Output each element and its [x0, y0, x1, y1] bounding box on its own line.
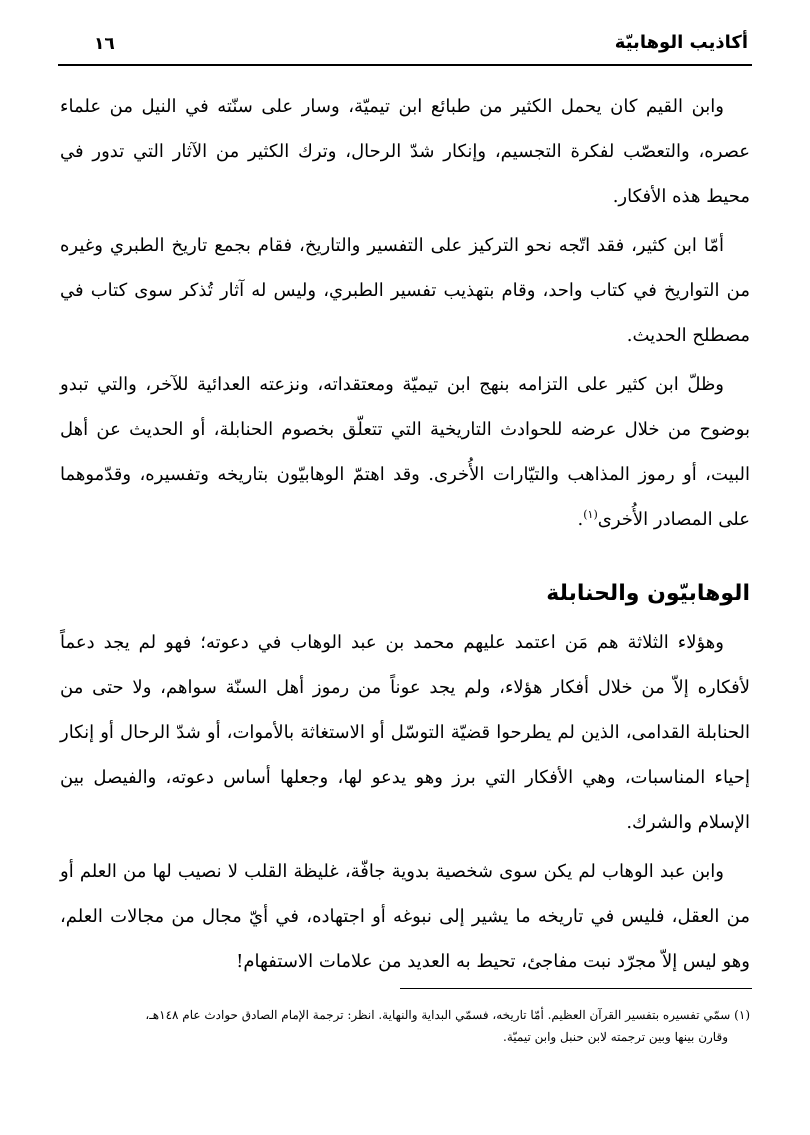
- paragraph: وهؤلاء الثلاثة هم مَن اعتمد عليهم محمد بن عبد الوهاب في دعوته؛ فهو لم يجد دعماً لأفكاره إلاّ من خلال أفكار هؤلاء، ولم يجد عوناً من رموز أهل السنّة سواهم، ولا حتى من الحنابلة القدامى، الذين لم يطرحوا قضيّة التوسّل أو الاستغاثة بالأموات، أو شدّ الرحال أو إنكار إحياء المناسبات، وهي الأفكار التي برز وهو يدعو لها، وجعلها أساس دعوته، والفيصل بين الإسلام والشرك.: [60, 632, 750, 833]
- paragraph: وابن عبد الوهاب لم يكن سوى شخصية بدوية جافّة، غليظة القلب لا نصيب لها من العلم أو من العقل، فليس في تاريخه ما يشير إلى نبوغه أو اجتهاده، في أيّ مجال من مجالات العلم، وهو ليس إلاّ مجرّد نبت مفاجئ، تحيط به العديد من علامات الاستفهام!: [60, 861, 750, 972]
- body-text: [60, 84, 750, 988]
- footnote-reference[interactable]: (١): [583, 508, 598, 521]
- footnotes: [60, 1004, 750, 1048]
- footnote-divider: [400, 988, 752, 989]
- paragraph: وابن القيم كان يحمل الكثير من طبائع ابن تيميّة، وسار على سنّته في النيل من علماء عصره، والتعصّب لفكرة التجسيم، وإنكار شدّ الرحال، وترك الكثير من الآثار التي تدور في محيط هذه الأفكار.: [60, 96, 750, 207]
- header-divider: [58, 64, 752, 66]
- footnote-text: (١) سمّي تفسيره بتفسير القرآن العظيم. أمّا تاريخه، فسمّي البداية والنهاية. انظر: ترجمة الإمام الصادق حوادث عام ١٤٨هـ،: [145, 1008, 750, 1022]
- paragraph: أمّا ابن كثير، فقد اتّجه نحو التركيز على التفسير والتاريخ، فقام بجمع تاريخ الطبري وغيره من التواريخ في كتاب واحد، وقام بتهذيب تفسير الطبري، وليس له آثار تُذكر سوى كتاب في مصطلح الحديث.: [60, 235, 750, 346]
- page-header: [58, 30, 752, 64]
- paragraph-text: وظلّ ابن كثير على التزامه بنهج ابن تيميّة ومعتقداته، ونزعته العدائية للآخر، والتي تبدو بوضوح من خلال عرضه للحوادث التاريخية التي تتعلّق بخصوم الحنابلة، أو الحديث عن أهل البيت، أو رموز المذاهب والتيّارات الأُخرى. وقد اهتمّ الوهابيّون بتاريخه وتفسيره، وقدّموهما على المصادر الأُخرى: [60, 374, 750, 530]
- running-title: أكاذيب الوهابيّة: [614, 32, 748, 53]
- section-heading: الوهابيّون والحنابلة: [546, 581, 750, 606]
- paragraph-end: .: [577, 509, 584, 530]
- page-number: ١٦: [94, 34, 115, 54]
- paragraph: [60, 362, 750, 542]
- footnote-text-continued: وقارن بينها وبين ترجمته لابن حنبل وابن تيميّة.: [503, 1030, 728, 1044]
